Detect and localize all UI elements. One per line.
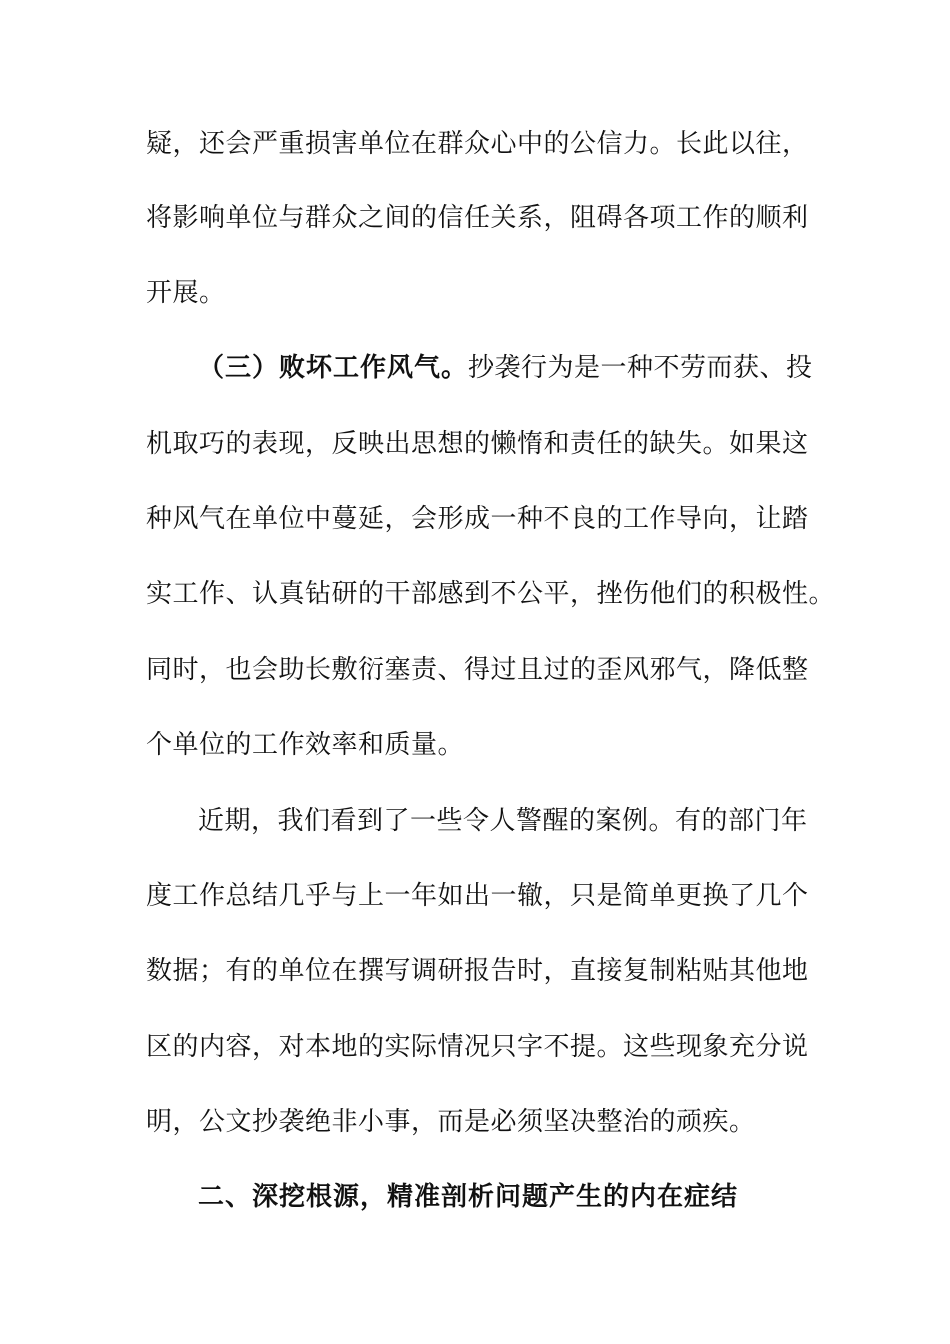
paragraph-text: 抄袭行为是一种不劳而获、投 (468, 353, 813, 383)
paragraph-line: 区的内容，对本地的实际情况只字不提。这些现象充分说 (146, 1032, 809, 1062)
paragraph-line: 种风气在单位中蔓延，会形成一种不良的工作导向，让踏 (146, 504, 809, 534)
paragraph-line: 将影响单位与群众之间的信任关系，阻碍各项工作的顺利 (146, 203, 809, 233)
paragraph-line: 度工作总结几乎与上一年如出一辙，只是简单更换了几个 (146, 881, 809, 911)
paragraph-first-line (198, 350, 813, 386)
paragraph-line: 机取巧的表现，反映出思想的懒惰和责任的缺失。如果这 (146, 429, 809, 459)
paragraph-line: 开展。 (146, 278, 226, 308)
paragraph-line: 数据；有的单位在撰写调研报告时，直接复制粘贴其他地 (146, 956, 809, 986)
paragraph-line: 疑，还会严重损害单位在群众心中的公信力。长此以往， (146, 129, 809, 159)
paragraph-line: 实工作、认真钻研的干部感到不公平，挫伤他们的积极性。 (146, 579, 836, 609)
paragraph-line: 明，公文抄袭绝非小事，而是必须坚决整治的顽疾。 (146, 1107, 756, 1137)
subheading-three: （三）败坏工作风气。 (198, 353, 469, 383)
section-heading: 二、深挖根源，精准剖析问题产生的内在症结 (198, 1182, 739, 1212)
paragraph-first-line: 近期，我们看到了一些令人警醒的案例。有的部门年 (198, 806, 808, 836)
paragraph-line: 同时，也会助长敷衍塞责、得过且过的歪风邪气，降低整 (146, 655, 809, 685)
paragraph-line: 个单位的工作效率和质量。 (146, 730, 465, 760)
